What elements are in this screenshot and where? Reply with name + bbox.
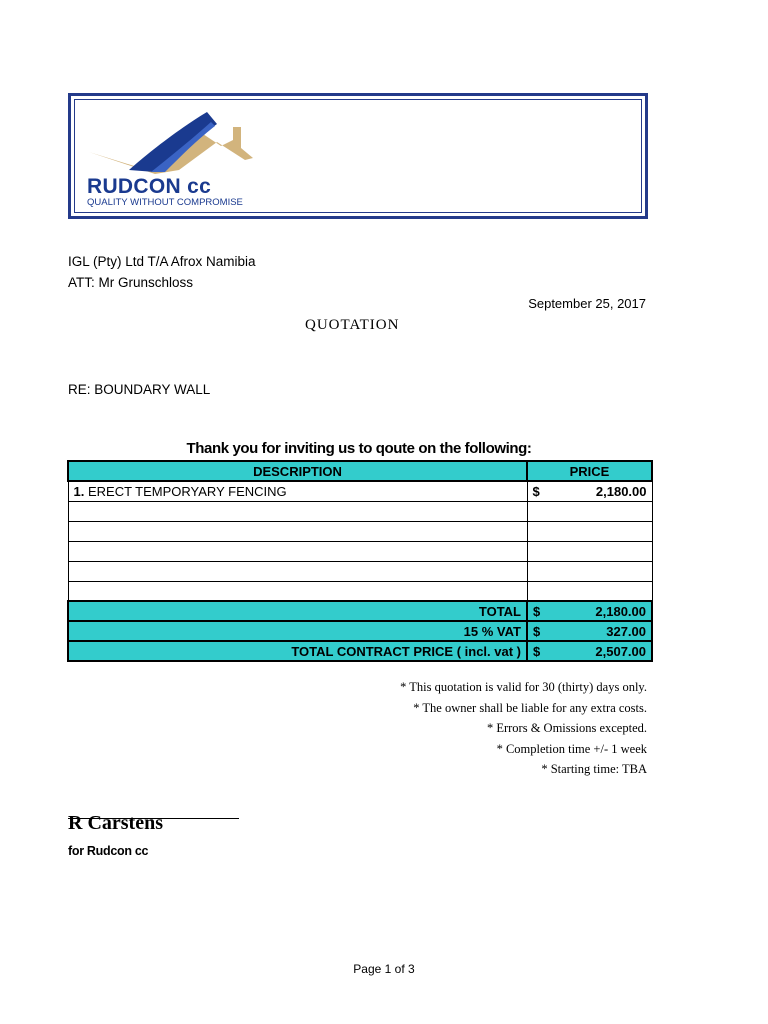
vat-currency: $	[533, 623, 541, 639]
house-roof-logo-icon	[85, 110, 255, 178]
table-row	[68, 541, 652, 561]
table-row	[68, 561, 652, 581]
table-row	[68, 581, 652, 601]
total-amount: 2,180.00	[595, 603, 646, 619]
quote-date: September 25, 2017	[528, 296, 646, 311]
contract-total-currency: $	[533, 643, 541, 659]
signature-name: R Carstens	[68, 812, 163, 834]
total-row	[68, 601, 652, 621]
table-row	[68, 501, 652, 521]
quotation-table	[67, 460, 653, 662]
total-currency: $	[533, 603, 541, 619]
row-description: ERECT TEMPORYARY FENCING	[87, 483, 287, 499]
total-label: TOTAL	[68, 601, 527, 621]
recipient-company: IGL (Pty) Ltd T/A Afrox Namibia	[68, 254, 256, 269]
vat-amount: 327.00	[606, 623, 646, 639]
vat-label: 15 % VAT	[68, 621, 527, 641]
price-header: PRICE	[527, 461, 652, 481]
intro-text: Thank you for inviting us to qoute on the following:	[186, 440, 532, 457]
company-tagline: QUALITY WITHOUT COMPROMISE	[87, 197, 243, 208]
reference-line: RE: BOUNDARY WALL	[68, 382, 211, 397]
note-errors: * Errors & Omissions excepted.	[486, 721, 647, 735]
description-header: DESCRIPTION	[68, 461, 527, 481]
note-extra-costs: * The owner shall be liable for any extra costs.	[413, 700, 647, 715]
terms-notes	[68, 677, 647, 780]
company-logo-name: RUDCON cc	[87, 175, 212, 198]
recipient-attention: ATT: Mr Grunschloss	[68, 275, 194, 290]
note-completion: * Completion time +/- 1 week	[496, 741, 647, 756]
document-title: QUOTATION	[305, 317, 400, 333]
page-number: Page 1 of 3	[353, 962, 415, 976]
row-currency: $	[532, 483, 540, 499]
table-row	[68, 521, 652, 541]
letterhead-logo-box	[68, 93, 648, 219]
note-start: * Starting time: TBA	[541, 762, 647, 776]
contract-total-label: TOTAL CONTRACT PRICE ( incl. vat )	[68, 641, 527, 661]
note-validity: * This quotation is valid for 30 (thirty) days only.	[400, 680, 647, 694]
row-amount: 2,180.00	[595, 483, 647, 499]
contract-total-row	[68, 641, 652, 661]
table-header-row	[68, 461, 652, 481]
signature-company: for Rudcon cc	[68, 844, 149, 858]
contract-total-amount: 2,507.00	[595, 643, 646, 659]
vat-row	[68, 621, 652, 641]
row-number: 1.	[73, 483, 85, 499]
table-row	[68, 481, 652, 501]
